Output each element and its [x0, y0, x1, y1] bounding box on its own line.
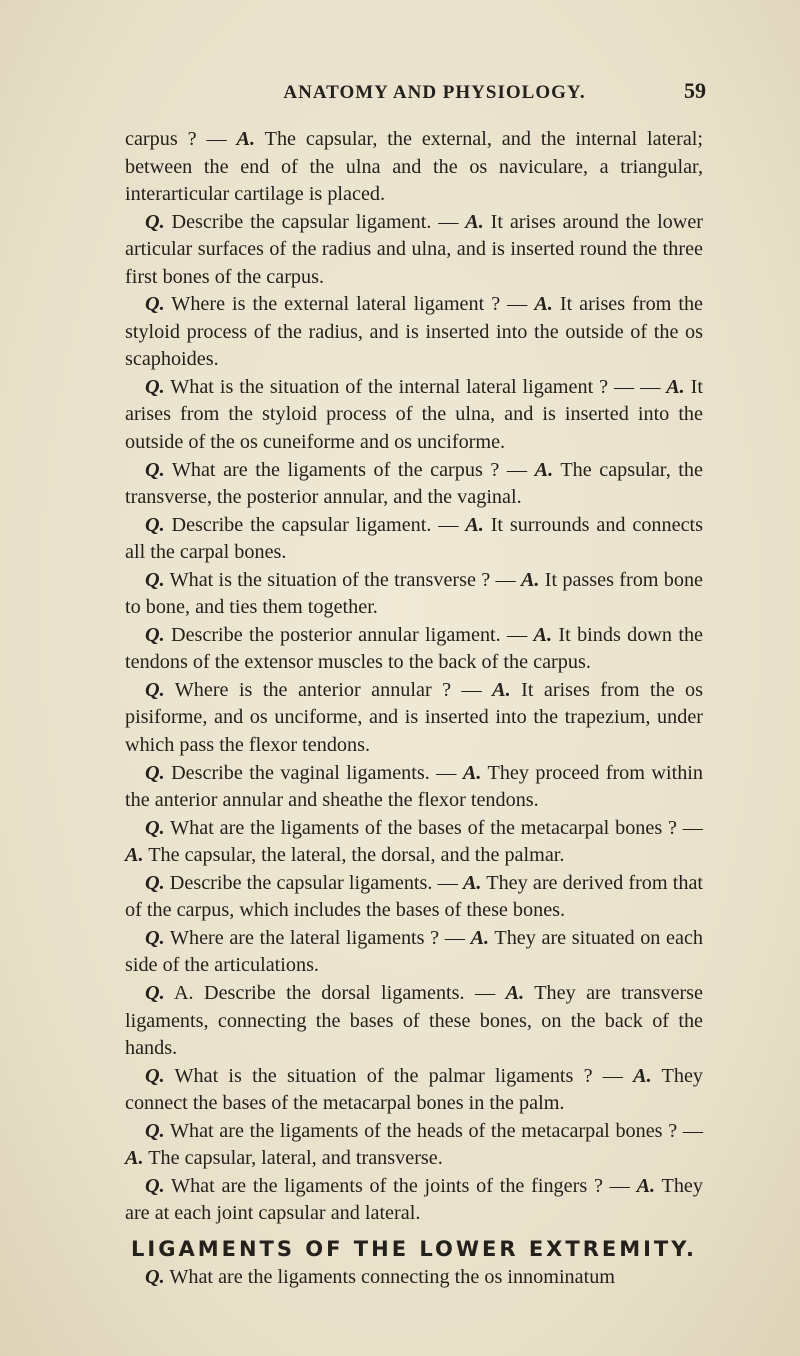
answer-text: They proceed from within the anterior annular and sheathe the flexor tendons. — [125, 761, 704, 812]
question-label: Q. — [145, 926, 165, 949]
answer-text: It arises from the styloid process of the ulna, and is inserted into the outside of the os cuneiforme and os unciforme. — [125, 375, 704, 454]
qa-paragraph — [125, 1118, 703, 1173]
question-label: Q. — [145, 375, 165, 398]
question-text: Describe the vaginal ligaments. — — [171, 761, 463, 784]
question-text: carpus ? — — [125, 128, 237, 150]
answer-text: It passes from bone to bone, and ties them together. — [125, 568, 704, 619]
question-label: Q. — [145, 1064, 165, 1087]
answer-text: The capsular, the lateral, the dorsal, and the palmar. — [148, 844, 565, 867]
qa-paragraph — [125, 512, 703, 567]
question-text: What is the situation of the palmar ligaments ? — — [174, 1064, 634, 1087]
answer-label: A. — [505, 981, 525, 1004]
qa-paragraph — [125, 126, 703, 209]
section-heading: LIGAMENTS OF THE LOWER EXTREMITY. — [131, 1236, 697, 1261]
question-text: What are the ligaments of the heads of the metacarpal bones ? — — [169, 1119, 703, 1142]
answer-label: A. — [465, 513, 484, 536]
page-body — [125, 126, 703, 1291]
question-text: What is the situation of the transverse ? — — [169, 568, 521, 591]
answer-text: The capsular, the transverse, the posterior annular, and the vaginal. — [125, 458, 703, 509]
question-label: Q. — [145, 816, 165, 839]
qa-paragraph — [125, 815, 703, 870]
answer-label: A. — [636, 1174, 656, 1197]
answer-text: They are transverse ligaments, connecting the bases of these bones, on the back of the hands. — [125, 981, 703, 1060]
question-text: What is the situation of the internal lateral ligament ? — — — [170, 375, 667, 398]
answer-text: It arises from the styloid process of the radius, and is inserted into the outside of the os scaphoides. — [125, 293, 704, 371]
question-label: Q. — [145, 761, 165, 784]
answer-label: A. — [236, 128, 256, 150]
answer-label: A. — [520, 568, 540, 591]
question-label: Q. — [145, 568, 165, 591]
question-label: Q. — [145, 458, 165, 481]
answer-text: It arises around the lower articular surfaces of the radius and ulna, and is inserted round the three first bones of the carpus. — [125, 210, 704, 288]
question-text: Describe the posterior annular ligament. — — [170, 623, 534, 646]
answer-text: It arises from the os pisiforme, and os unciforme, and is inserted into the trapezium, under which pass the flexor tendons. — [125, 678, 704, 757]
question-label: Q. — [145, 293, 165, 316]
answer-text: The capsular, lateral, and transverse. — [148, 1147, 443, 1170]
qa-paragraph — [125, 760, 703, 815]
question-label: Q. — [145, 1265, 165, 1288]
answer-text: It surrounds and connects all the carpal bones. — [125, 513, 704, 564]
answer-label: A. — [462, 761, 482, 784]
answer-label: A. — [534, 458, 554, 481]
qa-paragraph — [125, 1063, 703, 1118]
answer-text: They connect the bases of the metacarpal bones in the palm. — [125, 1064, 704, 1115]
answer-label: A. — [633, 1064, 652, 1087]
question-text: A. Describe the dorsal ligaments. — — [173, 981, 506, 1004]
question-text: Where is the external lateral ligament ? — — [171, 293, 535, 316]
qa-paragraph — [125, 925, 703, 980]
qa-paragraph — [125, 374, 703, 457]
answer-label: A. — [470, 926, 490, 949]
question-label: Q. — [145, 1174, 165, 1197]
question-text: Describe the capsular ligament. — — [171, 210, 466, 233]
qa-paragraph — [125, 567, 703, 622]
question-label: Q. — [145, 623, 165, 646]
running-title: ANATOMY AND PHYSIOLOGY. — [283, 82, 586, 103]
qa-paragraph — [125, 622, 703, 677]
question-text: Describe the capsular ligament. — — [171, 513, 466, 536]
question-text: Where is the anterior annular ? — — [174, 678, 493, 701]
question-text: Where are the lateral ligaments ? — — [169, 926, 471, 949]
question-label: Q. — [145, 513, 165, 536]
question-label: Q. — [145, 981, 165, 1004]
qa-paragraph — [125, 980, 703, 1063]
answer-label: A. — [666, 375, 685, 398]
question-label: Q. — [145, 678, 165, 701]
question-label: Q. — [145, 871, 165, 894]
qa-paragraph — [125, 457, 703, 512]
question-text: What are the ligaments connecting the os innominatum — [169, 1265, 616, 1288]
answer-label: A. — [533, 623, 553, 646]
question-label: Q. — [145, 210, 165, 233]
answer-label: A. — [462, 871, 482, 894]
answer-label: A. — [465, 210, 484, 233]
qa-paragraph — [125, 870, 703, 925]
answer-text: The capsular, the external, and the internal lateral; between the end of the ulna and the os naviculare, a triangular, interarticular cartilage is placed. — [125, 128, 704, 206]
qa-paragraph — [125, 291, 703, 374]
qa-paragraph — [125, 1264, 703, 1292]
question-text: What are the ligaments of the joints of the fingers ? — — [171, 1174, 637, 1197]
answer-text: They are derived from that of the carpus, which includes the bases of these bones. — [125, 871, 704, 922]
answer-text: It binds down the tendons of the extensor muscles to the back of the carpus. — [125, 623, 704, 674]
qa-paragraph — [125, 677, 703, 760]
answer-label: A. — [534, 293, 553, 316]
question-text: What are the ligaments of the bases of the metacarpal bones ? — — [170, 816, 703, 839]
answer-label: A. — [125, 1147, 144, 1170]
qa-paragraph — [125, 1173, 703, 1228]
page-header — [125, 78, 706, 104]
answer-label: A. — [492, 678, 511, 701]
answer-label: A. — [125, 844, 144, 867]
question-text: What are the ligaments of the carpus ? — — [171, 458, 535, 481]
question-label: Q. — [145, 1119, 165, 1142]
answer-text: They are situated on each side of the articulations. — [125, 926, 704, 977]
qa-paragraph — [125, 209, 703, 292]
page-number: 59 — [684, 78, 706, 103]
answer-text: They are at each joint capsular and lateral. — [125, 1174, 703, 1225]
question-text: Describe the capsular ligaments. — — [169, 871, 463, 894]
